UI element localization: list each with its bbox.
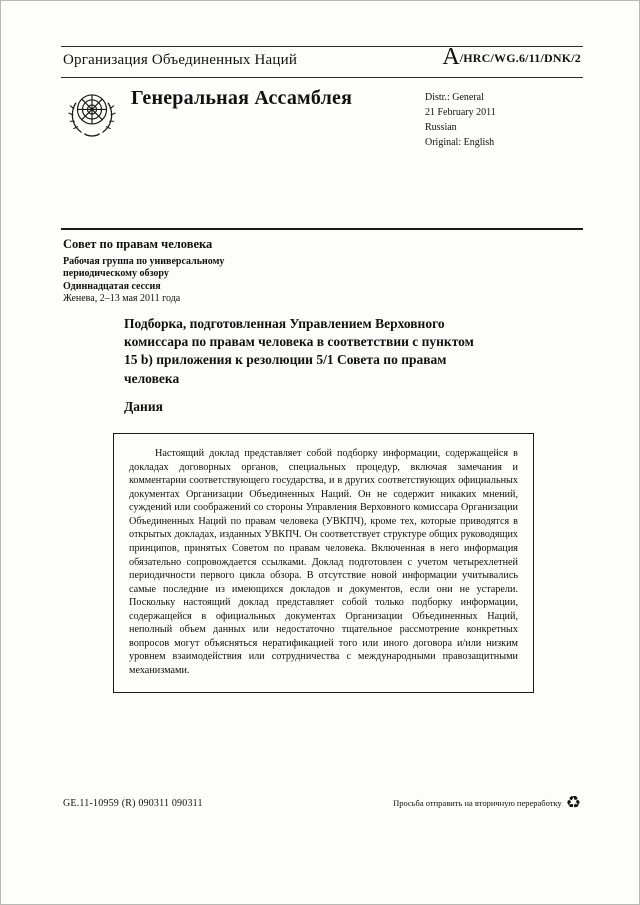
footer-recycle-note <box>393 794 581 811</box>
original-language-line: Original: English <box>425 137 495 148</box>
country-heading: Дания <box>124 399 163 414</box>
footer-reference: GE.11-10959 (R) 090311 090311 <box>63 798 203 809</box>
session-block <box>63 237 224 306</box>
assembly-title: Генеральная Ассамблея <box>131 87 353 109</box>
distribution-block <box>425 90 496 150</box>
recycle-icon: ♻ <box>565 793 581 812</box>
document-title: Подборка, подготовленная Управлением Верховного комиссара по правам человека в соответствии с пунктом 15 b) приложения к резолюции 5/1 Совета по правам человека <box>124 316 474 386</box>
recycle-note-text: Просьба отправить на вторичную переработку <box>393 797 562 808</box>
session-number: Одиннадцатая сессия <box>63 280 161 292</box>
mid-rule <box>61 77 583 78</box>
document-symbol <box>442 45 581 69</box>
summary-text: Настоящий доклад представляет собой подборку информации, содержащейся в докладах договорных органов, специальных процедур, включая замечания и комментарии соответствующего государства, и в других соответствующих официальных документах Организации Объединенных Наций. Он не содержит никаких мнений, суждений или соображений со стороны Управления Верховного комиссара Организации Объединенных Наций по правам человека (УВКПЧ), кроме тех, которые приводятся в открытых докладах, изданных УВКПЧ. Он соответствует структуре общих руководящих принципов, принятых Советом по правам человека. Включенная в него информация обязательно сопровождается ссылками. Доклад подготовлен с учетом четырехлетней периодичности первого цикла обзора. В отсутствие новой информации учитывались самые последние из имеющихся докладов и документов, если они не устарели. Поскольку настоящий доклад представляет собой только подборку информации, содержащейся в официальных документах Организации Объединенных Наций, неполный объем данных или недостаточно тщательное рассмотрение конкретных вопросов могут объясняться нератификацией того или иного договора и/или низким уровнем взаимодействия или сотрудничества с международными правозащитными механизмами. <box>129 448 518 676</box>
document-symbol-rest: /HRC/WG.6/11/DNK/2 <box>459 51 581 65</box>
distr-line: Distr.: General <box>425 92 484 103</box>
council-title: Совет по правам человека <box>63 237 213 251</box>
session-location-date: Женева, 2–13 мая 2011 года <box>63 293 181 305</box>
org-name: Организация Объединенных Наций <box>63 52 298 68</box>
section-divider-rule <box>61 228 583 230</box>
language-line: Russian <box>425 122 457 133</box>
working-group-line1: Рабочая группа по универсальному <box>63 255 225 267</box>
un-emblem-icon <box>63 85 121 143</box>
date-line: 21 February 2011 <box>425 107 496 118</box>
summary-box <box>113 433 534 693</box>
working-group-line2: периодическому обзору <box>63 268 169 280</box>
document-symbol-letter: A <box>442 44 460 70</box>
